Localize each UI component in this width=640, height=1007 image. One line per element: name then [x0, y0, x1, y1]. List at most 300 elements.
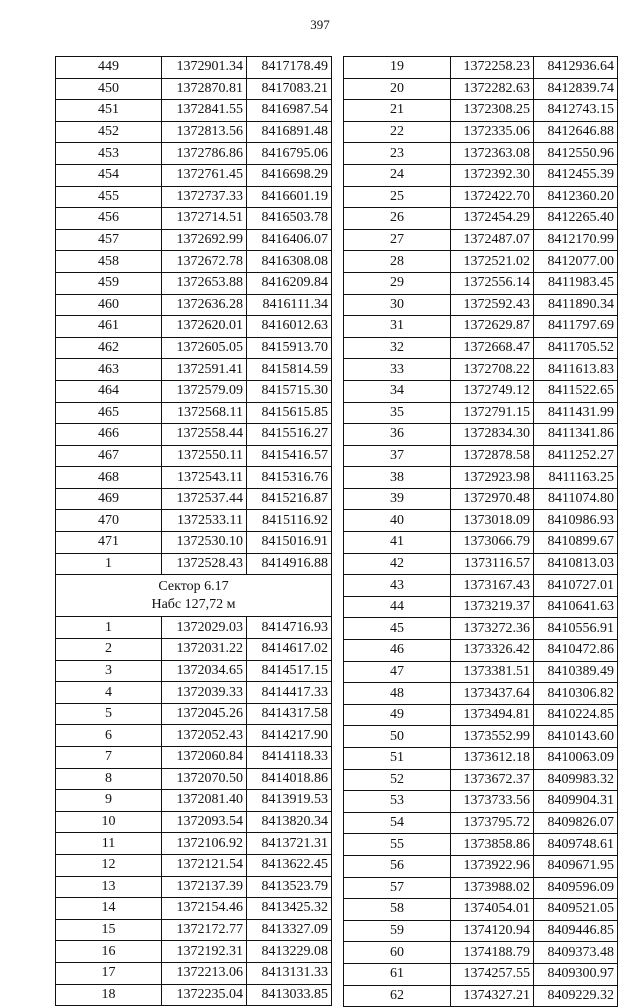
y-coordinate-cell: 8411252.27: [534, 445, 618, 467]
x-coordinate-cell: 1372363.08: [451, 143, 534, 165]
y-coordinate-cell: 8410306.82: [534, 683, 618, 705]
point-number-cell: 459: [56, 272, 162, 294]
table-row: [56, 57, 332, 79]
x-coordinate-cell: 1372591.41: [162, 359, 247, 381]
table-row: [344, 78, 618, 100]
x-coordinate-cell: 1372121.54: [162, 854, 247, 876]
point-number-cell: 57: [344, 877, 451, 899]
x-coordinate-cell: 1372093.54: [162, 811, 247, 833]
y-coordinate-cell: 8414716.93: [247, 617, 332, 639]
x-coordinate-cell: 1372081.40: [162, 790, 247, 812]
x-coordinate-cell: 1372528.43: [162, 553, 247, 575]
table-row: [344, 942, 618, 964]
x-coordinate-cell: 1372841.55: [162, 100, 247, 122]
y-coordinate-cell: 8412077.00: [534, 251, 618, 273]
table-row: [56, 164, 332, 186]
y-coordinate-cell: 8413919.53: [247, 790, 332, 812]
y-coordinate-cell: 8414217.90: [247, 725, 332, 747]
y-coordinate-cell: 8413033.85: [247, 984, 332, 1006]
x-coordinate-cell: 1372749.12: [451, 380, 534, 402]
x-coordinate-cell: 1373272.36: [451, 618, 534, 640]
point-number-cell: 30: [344, 294, 451, 316]
table-row: [344, 704, 618, 726]
table-row: [56, 78, 332, 100]
sector-header: [56, 575, 332, 617]
x-coordinate-cell: 1374327.21: [451, 985, 534, 1007]
point-number-cell: 1: [56, 617, 162, 639]
table-row: [56, 100, 332, 122]
point-number-cell: 38: [344, 467, 451, 489]
point-number-cell: 469: [56, 488, 162, 510]
table-row: [56, 639, 332, 661]
y-coordinate-cell: 8415016.91: [247, 532, 332, 554]
page-number: 397: [310, 17, 330, 32]
x-coordinate-cell: 1372568.11: [162, 402, 247, 424]
table-row: [56, 725, 332, 747]
point-number-cell: 14: [56, 898, 162, 920]
x-coordinate-cell: 1372668.47: [451, 337, 534, 359]
x-coordinate-cell: 1372556.14: [451, 272, 534, 294]
x-coordinate-cell: 1372235.04: [162, 984, 247, 1006]
y-coordinate-cell: 8410472.86: [534, 640, 618, 662]
y-coordinate-cell: 8416209.84: [247, 272, 332, 294]
sector-elevation: Набс 127,72 м: [151, 596, 236, 612]
point-number-cell: 17: [56, 962, 162, 984]
x-coordinate-cell: 1372537.44: [162, 488, 247, 510]
table-row: [344, 121, 618, 143]
y-coordinate-cell: 8412265.40: [534, 208, 618, 230]
x-coordinate-cell: 1372592.43: [451, 294, 534, 316]
table-row: [344, 467, 618, 489]
x-coordinate-cell: 1373116.57: [451, 553, 534, 575]
point-number-cell: 449: [56, 57, 162, 79]
sector-name: Сектор 6.17: [158, 578, 229, 594]
y-coordinate-cell: 8409671.95: [534, 855, 618, 877]
table-row: [56, 272, 332, 294]
point-number-cell: 10: [56, 811, 162, 833]
table-row: [56, 467, 332, 489]
table-row: [344, 229, 618, 251]
x-coordinate-cell: 1372714.51: [162, 208, 247, 230]
y-coordinate-cell: 8412743.15: [534, 100, 618, 122]
table-row: [344, 834, 618, 856]
table-row: [56, 703, 332, 725]
y-coordinate-cell: 8413229.08: [247, 941, 332, 963]
y-coordinate-cell: 8414118.33: [247, 747, 332, 769]
x-coordinate-cell: 1372308.25: [451, 100, 534, 122]
coordinates-table-left: [55, 56, 332, 1006]
x-coordinate-cell: 1374054.01: [451, 899, 534, 921]
y-coordinate-cell: 8415516.27: [247, 424, 332, 446]
point-number-cell: 9: [56, 790, 162, 812]
x-coordinate-cell: 1373437.64: [451, 683, 534, 705]
table-row: [344, 683, 618, 705]
table-row: [344, 337, 618, 359]
x-coordinate-cell: 1372550.11: [162, 445, 247, 467]
x-coordinate-cell: 1372258.23: [451, 57, 534, 79]
x-coordinate-cell: 1372878.58: [451, 445, 534, 467]
table-row: [344, 640, 618, 662]
x-coordinate-cell: 1374257.55: [451, 963, 534, 985]
point-number-cell: 471: [56, 532, 162, 554]
y-coordinate-cell: 8414916.88: [247, 553, 332, 575]
point-number-cell: 33: [344, 359, 451, 381]
table-row: [344, 164, 618, 186]
point-number-cell: 40: [344, 510, 451, 532]
x-coordinate-cell: 1372154.46: [162, 898, 247, 920]
x-coordinate-cell: 1373066.79: [451, 532, 534, 554]
x-coordinate-cell: 1372692.99: [162, 229, 247, 251]
point-number-cell: 462: [56, 337, 162, 359]
x-coordinate-cell: 1374188.79: [451, 942, 534, 964]
point-number-cell: 42: [344, 553, 451, 575]
y-coordinate-cell: 8410986.93: [534, 510, 618, 532]
x-coordinate-cell: 1372813.56: [162, 121, 247, 143]
point-number-cell: 58: [344, 899, 451, 921]
table-row: [344, 143, 618, 165]
y-coordinate-cell: 8409521.05: [534, 899, 618, 921]
x-coordinate-cell: 1372060.84: [162, 747, 247, 769]
y-coordinate-cell: 8417083.21: [247, 78, 332, 100]
x-coordinate-cell: 1373167.43: [451, 575, 534, 597]
point-number-cell: 450: [56, 78, 162, 100]
y-coordinate-cell: 8414417.33: [247, 682, 332, 704]
point-number-cell: 61: [344, 963, 451, 985]
table-row: [344, 208, 618, 230]
x-coordinate-cell: 1373018.09: [451, 510, 534, 532]
x-coordinate-cell: 1373552.99: [451, 726, 534, 748]
point-number-cell: 25: [344, 186, 451, 208]
y-coordinate-cell: 8410899.67: [534, 532, 618, 554]
x-coordinate-cell: 1372620.01: [162, 316, 247, 338]
table-row: [56, 488, 332, 510]
x-coordinate-cell: 1372034.65: [162, 660, 247, 682]
table-row: [56, 510, 332, 532]
x-coordinate-cell: 1372834.30: [451, 424, 534, 446]
sector-header-row: [56, 575, 332, 617]
y-coordinate-cell: 8411341.86: [534, 424, 618, 446]
y-coordinate-cell: 8410641.63: [534, 596, 618, 618]
point-number-cell: 59: [344, 920, 451, 942]
x-coordinate-cell: 1372636.28: [162, 294, 247, 316]
y-coordinate-cell: 8415715.30: [247, 380, 332, 402]
x-coordinate-cell: 1372970.48: [451, 488, 534, 510]
table-row: [56, 941, 332, 963]
point-number-cell: 458: [56, 251, 162, 273]
y-coordinate-cell: 8409300.97: [534, 963, 618, 985]
point-number-cell: 15: [56, 919, 162, 941]
table-row: [56, 229, 332, 251]
x-coordinate-cell: 1372282.63: [451, 78, 534, 100]
y-coordinate-cell: 8413622.45: [247, 854, 332, 876]
table-row: [56, 854, 332, 876]
y-coordinate-cell: 8412360.20: [534, 186, 618, 208]
point-number-cell: 3: [56, 660, 162, 682]
x-coordinate-cell: 1372172.77: [162, 919, 247, 941]
point-number-cell: 19: [344, 57, 451, 79]
y-coordinate-cell: 8412170.99: [534, 229, 618, 251]
point-number-cell: 467: [56, 445, 162, 467]
point-number-cell: 11: [56, 833, 162, 855]
x-coordinate-cell: 1373795.72: [451, 812, 534, 834]
point-number-cell: 8: [56, 768, 162, 790]
point-number-cell: 47: [344, 661, 451, 683]
table-row: [344, 575, 618, 597]
table-row: [56, 811, 332, 833]
x-coordinate-cell: 1372605.05: [162, 337, 247, 359]
table-row: [56, 445, 332, 467]
y-coordinate-cell: 8411613.83: [534, 359, 618, 381]
point-number-cell: 23: [344, 143, 451, 165]
y-coordinate-cell: 8414018.86: [247, 768, 332, 790]
y-coordinate-cell: 8411797.69: [534, 316, 618, 338]
point-number-cell: 6: [56, 725, 162, 747]
table-row: [56, 682, 332, 704]
x-coordinate-cell: 1372070.50: [162, 768, 247, 790]
x-coordinate-cell: 1373733.56: [451, 791, 534, 813]
y-coordinate-cell: 8414617.02: [247, 639, 332, 661]
y-coordinate-cell: 8410143.60: [534, 726, 618, 748]
x-coordinate-cell: 1372901.34: [162, 57, 247, 79]
x-coordinate-cell: 1372052.43: [162, 725, 247, 747]
table-row: [56, 337, 332, 359]
point-number-cell: 466: [56, 424, 162, 446]
y-coordinate-cell: 8412455.39: [534, 164, 618, 186]
x-coordinate-cell: 1372543.11: [162, 467, 247, 489]
table-row: [56, 660, 332, 682]
point-number-cell: 21: [344, 100, 451, 122]
point-number-cell: 18: [56, 984, 162, 1006]
x-coordinate-cell: 1372106.92: [162, 833, 247, 855]
y-coordinate-cell: 8415913.70: [247, 337, 332, 359]
x-coordinate-cell: 1373326.42: [451, 640, 534, 662]
point-number-cell: 39: [344, 488, 451, 510]
point-number-cell: 12: [56, 854, 162, 876]
point-number-cell: 468: [56, 467, 162, 489]
table-row: [56, 186, 332, 208]
x-coordinate-cell: 1374120.94: [451, 920, 534, 942]
table-row: [56, 553, 332, 575]
point-number-cell: 5: [56, 703, 162, 725]
table-row: [344, 618, 618, 640]
x-coordinate-cell: 1372708.22: [451, 359, 534, 381]
table-row: [344, 963, 618, 985]
point-number-cell: 24: [344, 164, 451, 186]
x-coordinate-cell: 1372530.10: [162, 532, 247, 554]
y-coordinate-cell: 8411431.99: [534, 402, 618, 424]
table-row: [56, 617, 332, 639]
point-number-cell: 451: [56, 100, 162, 122]
y-coordinate-cell: 8411522.65: [534, 380, 618, 402]
point-number-cell: 26: [344, 208, 451, 230]
table-row: [344, 596, 618, 618]
table-row: [56, 121, 332, 143]
table-row: [56, 962, 332, 984]
y-coordinate-cell: 8416987.54: [247, 100, 332, 122]
point-number-cell: 7: [56, 747, 162, 769]
x-coordinate-cell: 1373988.02: [451, 877, 534, 899]
x-coordinate-cell: 1372791.15: [451, 402, 534, 424]
y-coordinate-cell: 8409904.31: [534, 791, 618, 813]
y-coordinate-cell: 8412646.88: [534, 121, 618, 143]
point-number-cell: 1: [56, 553, 162, 575]
point-number-cell: 16: [56, 941, 162, 963]
y-coordinate-cell: 8415416.57: [247, 445, 332, 467]
table-row: [56, 919, 332, 941]
y-coordinate-cell: 8410389.49: [534, 661, 618, 683]
y-coordinate-cell: 8414517.15: [247, 660, 332, 682]
y-coordinate-cell: 8414317.58: [247, 703, 332, 725]
x-coordinate-cell: 1372870.81: [162, 78, 247, 100]
point-number-cell: 2: [56, 639, 162, 661]
table-row: [344, 726, 618, 748]
table-row: [344, 985, 618, 1007]
x-coordinate-cell: 1372192.31: [162, 941, 247, 963]
x-coordinate-cell: 1372029.03: [162, 617, 247, 639]
y-coordinate-cell: 8409373.48: [534, 942, 618, 964]
point-number-cell: 49: [344, 704, 451, 726]
point-number-cell: 29: [344, 272, 451, 294]
point-number-cell: 453: [56, 143, 162, 165]
y-coordinate-cell: 8416698.29: [247, 164, 332, 186]
y-coordinate-cell: 8410224.85: [534, 704, 618, 726]
coordinates-table-right: [343, 56, 618, 1007]
point-number-cell: 54: [344, 812, 451, 834]
y-coordinate-cell: 8416111.34: [247, 294, 332, 316]
y-coordinate-cell: 8415116.92: [247, 510, 332, 532]
x-coordinate-cell: 1372039.33: [162, 682, 247, 704]
x-coordinate-cell: 1372653.88: [162, 272, 247, 294]
point-number-cell: 62: [344, 985, 451, 1007]
point-number-cell: 31: [344, 316, 451, 338]
y-coordinate-cell: 8409229.32: [534, 985, 618, 1007]
table-row: [56, 833, 332, 855]
x-coordinate-cell: 1372031.22: [162, 639, 247, 661]
table-row: [344, 855, 618, 877]
table-row: [344, 294, 618, 316]
x-coordinate-cell: 1372761.45: [162, 164, 247, 186]
y-coordinate-cell: 8412936.64: [534, 57, 618, 79]
y-coordinate-cell: 8417178.49: [247, 57, 332, 79]
y-coordinate-cell: 8416601.19: [247, 186, 332, 208]
point-number-cell: 464: [56, 380, 162, 402]
table-row: [56, 532, 332, 554]
x-coordinate-cell: 1372672.78: [162, 251, 247, 273]
x-coordinate-cell: 1373672.37: [451, 769, 534, 791]
y-coordinate-cell: 8416308.08: [247, 251, 332, 273]
point-number-cell: 461: [56, 316, 162, 338]
table-row: [56, 790, 332, 812]
y-coordinate-cell: 8410813.03: [534, 553, 618, 575]
point-number-cell: 60: [344, 942, 451, 964]
y-coordinate-cell: 8411705.52: [534, 337, 618, 359]
y-coordinate-cell: 8409446.85: [534, 920, 618, 942]
table-row: [56, 402, 332, 424]
x-coordinate-cell: 1372422.70: [451, 186, 534, 208]
point-number-cell: 4: [56, 682, 162, 704]
table-row: [344, 424, 618, 446]
point-number-cell: 52: [344, 769, 451, 791]
point-number-cell: 46: [344, 640, 451, 662]
point-number-cell: 48: [344, 683, 451, 705]
y-coordinate-cell: 8410727.01: [534, 575, 618, 597]
table-row: [344, 359, 618, 381]
point-number-cell: 28: [344, 251, 451, 273]
y-coordinate-cell: 8413425.32: [247, 898, 332, 920]
x-coordinate-cell: 1372923.98: [451, 467, 534, 489]
y-coordinate-cell: 8411890.34: [534, 294, 618, 316]
point-number-cell: 51: [344, 748, 451, 770]
table-row: [344, 812, 618, 834]
y-coordinate-cell: 8412839.74: [534, 78, 618, 100]
y-coordinate-cell: 8416406.07: [247, 229, 332, 251]
table-row: [56, 316, 332, 338]
point-number-cell: 43: [344, 575, 451, 597]
y-coordinate-cell: 8413721.31: [247, 833, 332, 855]
table-row: [56, 208, 332, 230]
x-coordinate-cell: 1372454.29: [451, 208, 534, 230]
y-coordinate-cell: 8416012.63: [247, 316, 332, 338]
table-row: [344, 532, 618, 554]
point-number-cell: 55: [344, 834, 451, 856]
point-number-cell: 27: [344, 229, 451, 251]
table-row: [56, 359, 332, 381]
point-number-cell: 454: [56, 164, 162, 186]
table-row: [344, 445, 618, 467]
x-coordinate-cell: 1372579.09: [162, 380, 247, 402]
y-coordinate-cell: 8413131.33: [247, 962, 332, 984]
y-coordinate-cell: 8416795.06: [247, 143, 332, 165]
point-number-cell: 452: [56, 121, 162, 143]
point-number-cell: 36: [344, 424, 451, 446]
x-coordinate-cell: 1372213.06: [162, 962, 247, 984]
table-row: [56, 143, 332, 165]
table-row: [344, 748, 618, 770]
x-coordinate-cell: 1373922.96: [451, 855, 534, 877]
y-coordinate-cell: 8415814.59: [247, 359, 332, 381]
point-number-cell: 35: [344, 402, 451, 424]
x-coordinate-cell: 1373612.18: [451, 748, 534, 770]
point-number-cell: 456: [56, 208, 162, 230]
x-coordinate-cell: 1373494.81: [451, 704, 534, 726]
table-row: [344, 57, 618, 79]
table-row: [56, 424, 332, 446]
table-row: [56, 876, 332, 898]
point-number-cell: 44: [344, 596, 451, 618]
x-coordinate-cell: 1373381.51: [451, 661, 534, 683]
table-row: [344, 100, 618, 122]
table-row: [344, 316, 618, 338]
table-row: [56, 380, 332, 402]
x-coordinate-cell: 1373219.37: [451, 596, 534, 618]
table-row: [344, 769, 618, 791]
y-coordinate-cell: 8411163.25: [534, 467, 618, 489]
table-row: [344, 488, 618, 510]
y-coordinate-cell: 8415316.76: [247, 467, 332, 489]
y-coordinate-cell: 8409748.61: [534, 834, 618, 856]
table-row: [56, 251, 332, 273]
table-row: [344, 510, 618, 532]
table-row: [56, 747, 332, 769]
x-coordinate-cell: 1372786.86: [162, 143, 247, 165]
table-row: [344, 402, 618, 424]
point-number-cell: 53: [344, 791, 451, 813]
y-coordinate-cell: 8409596.09: [534, 877, 618, 899]
point-number-cell: 37: [344, 445, 451, 467]
table-row: [56, 898, 332, 920]
point-number-cell: 460: [56, 294, 162, 316]
point-number-cell: 32: [344, 337, 451, 359]
